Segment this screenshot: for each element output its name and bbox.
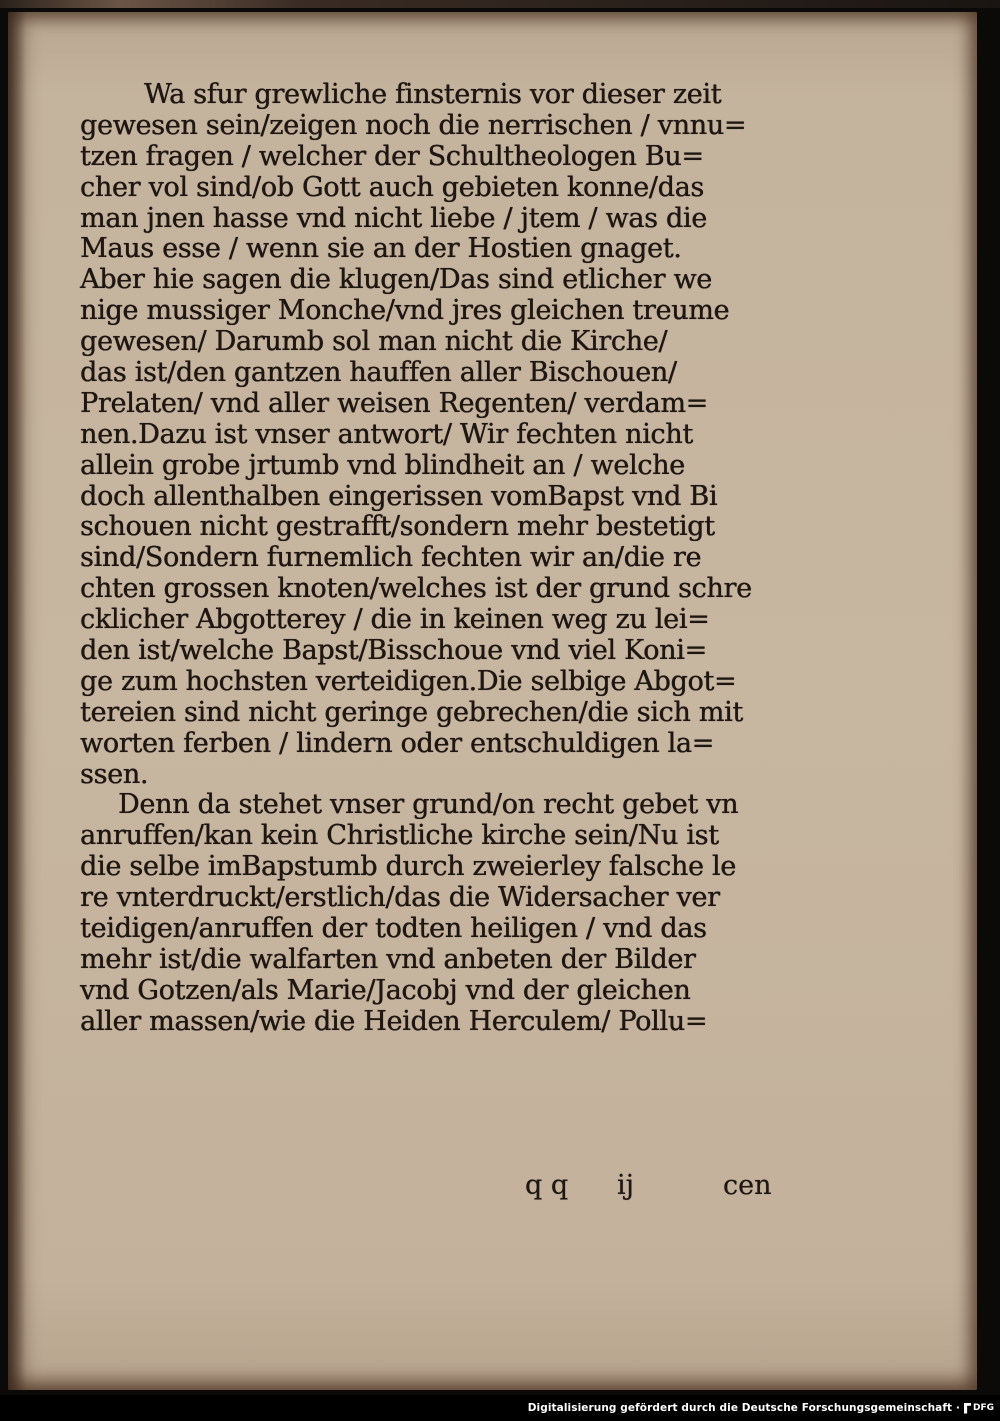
text-line: chten grossen knoten/welches ist der grund schre (80, 573, 752, 605)
text-line: nen.Dazu ist vnser antwort/ Wir fechten nicht (80, 418, 693, 450)
text-line: allein grobe jrtumb vnd blindheit an / welche (80, 449, 685, 481)
text-line: sind/Sondern furnemlich fechten wir an/die re (80, 542, 702, 574)
text-block (80, 80, 770, 1038)
text-line: tzen fragen / welcher der Schultheologen Bu= (80, 140, 704, 172)
text-line: gewesen sein/zeigen noch die nerrischen / vnnu= (80, 109, 747, 141)
dfg-logo-text: DFG (972, 1403, 994, 1413)
text-line: ssen. (80, 758, 149, 790)
text-line: man jnen hasse vnd nicht liebe / jtem / was die (80, 202, 707, 234)
scan-top-edge (0, 0, 1000, 8)
text-line: ge zum hochsten verteidigen.Die selbige Abgot= (80, 665, 737, 697)
text-line: worten ferben / lindern oder entschuldigen la= (80, 727, 714, 759)
catchword: cen (723, 1170, 772, 1201)
text-line: doch allenthalben eingerissen vomBapst vnd Bi (80, 480, 718, 512)
text-line: nige mussiger Monche/vnd jres gleichen treume (80, 295, 730, 327)
text-line: anruffen/kan kein Christliche kirche sein/Nu ist (80, 820, 719, 852)
digitization-credit: Digitalisierung gefördert durch die Deutsche Forschungsgemeinschaft · (527, 1402, 960, 1414)
text-line: mehr ist/die walfarten vnd anbeten der Bilder (80, 943, 696, 975)
text-line: re vnterdruckt/erstlich/das die Widersacher ver (80, 882, 720, 914)
signature-number: ij (617, 1170, 635, 1201)
text-line: vnd Gotzen/als Marie/Jacobj vnd der gleichen (80, 974, 691, 1006)
text-line: aller massen/wie die Heiden Herculem/ Pollu= (80, 1005, 708, 1037)
dfg-mark-icon (964, 1403, 971, 1414)
text-line: Denn da stehet vnser grund/on recht gebet vn (118, 789, 739, 821)
gutter-shadow (8, 12, 26, 1390)
text-line: Maus esse / wenn sie an der Hostien gnaget. (80, 233, 682, 265)
signature-mark: q q (525, 1170, 569, 1201)
text-line: cher vol sind/ob Gott auch gebieten konne/das (80, 171, 704, 203)
text-line: Prelaten/ vnd aller weisen Regenten/ verdam= (80, 387, 708, 419)
text-line: die selbe imBapstumb durch zweierley falsche le (80, 851, 736, 883)
text-line: gewesen/ Darumb sol man nicht die Kirche/ (80, 326, 668, 358)
dfg-logo (964, 1401, 994, 1415)
text-line: tereien sind nicht geringe gebrechen/die sich mit (80, 696, 743, 728)
text-line: schouen nicht gestrafft/sondern mehr bestetigt (80, 511, 715, 543)
signature-line (525, 1170, 775, 1210)
text-line: Aber hie sagen die klugen/Das sind etlicher we (80, 264, 712, 296)
text-line: cklicher Abgotterey / die in keinen weg zu lei= (80, 604, 710, 636)
text-line: Wa sfur grewliche finsternis vor dieser zeit (144, 79, 722, 110)
text-line: den ist/welche Bapst/Bisschoue vnd viel Koni= (80, 635, 707, 667)
text-line: das ist/den gantzen hauffen aller Bischouen/ (80, 357, 677, 389)
text-line: teidigen/anruffen der todten heiligen / vnd das (80, 913, 707, 945)
